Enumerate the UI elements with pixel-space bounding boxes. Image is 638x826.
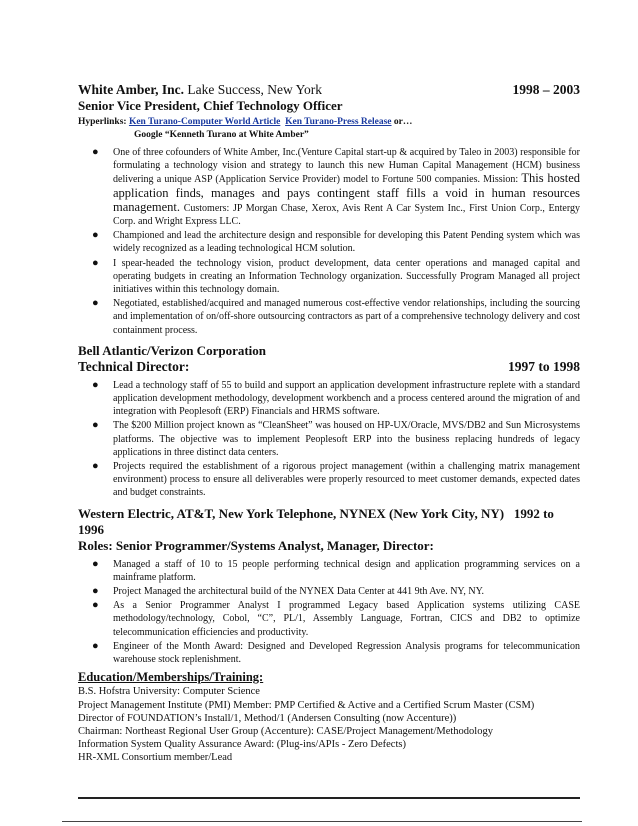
section-divider xyxy=(78,797,580,799)
job-role: Roles: Senior Programmer/Systems Analyst, Manager, Director: xyxy=(78,537,434,553)
bullet-icon: ● xyxy=(92,378,99,391)
education-line: Project Management Institute (PMI) Member: PMP Certified & Active and a Certified Scrum Master (CSM) xyxy=(78,699,535,711)
list-item: ● Project Managed the architectural build of the NYNEX Data Center at 441 9th Ave. NY, NY. xyxy=(92,585,485,598)
job-dates: 1998 – 2003 xyxy=(512,82,580,97)
company-name: Western Electric, AT&T, New York Telephone, NYNEX (New York City, NY) xyxy=(78,505,505,521)
bullet-icon: ● xyxy=(92,599,99,612)
education-list xyxy=(78,685,580,764)
hyperlinks-block xyxy=(78,116,580,142)
bullet-list xyxy=(78,146,580,337)
company-name: White Amber, Inc. xyxy=(78,82,185,97)
list-item: ● Negotiated, established/acquired and managed numerous cost-effective vendor relationships, including the sourcing and implementation of on/off-shore outsourcing contractors as part of a comprehensive technology delivery and cost containment process. xyxy=(92,297,580,336)
education-line: Director of FOUNDATION’s Install/1, Method/1 (Andersen Consulting (now Accenture)) xyxy=(78,712,457,724)
job-dates: 1992 to 1996 xyxy=(78,505,554,537)
education-title: Education/Memberships/Training: xyxy=(78,670,264,685)
bullet-icon: ● xyxy=(92,639,99,652)
hyperlinks-label: Hyperlinks: xyxy=(78,117,127,127)
bullet-icon: ● xyxy=(92,256,99,269)
education-line: HR-XML Consortium member/Lead xyxy=(78,752,233,764)
list-item: ● Championed and lead the architecture design and responsible for developing this Patent Pending system which was widely recognized as a leading technological HCM solution. xyxy=(92,229,580,255)
job-header-bell-atlantic xyxy=(78,359,580,375)
bullet-icon: ● xyxy=(92,297,99,310)
press-release-link[interactable]: Ken Turano-Press Release xyxy=(285,117,392,127)
company-location: Lake Success, New York xyxy=(187,82,322,97)
resume-page xyxy=(78,82,580,765)
bullet-icon: ● xyxy=(92,557,99,570)
list-item: ● Projects required the establishment of a rigorous project management (within a challenging matrix management environment) process to ensure all deliverables were properly resourced to meet customer demands, expected dates and budget constraints. xyxy=(92,460,580,499)
bullet-icon: ● xyxy=(92,419,99,432)
list-item: ● One of three cofounders of White Amber, Inc.(Venture Capital start-up & acquired by Taleo in 2003) responsible for formulating a technology vision and strategy to launch this new Human Capital Management (HCM) business delivering a unique ASP (Application Service Provider) model to Fortune 500 companies. Mission: This hosted application finds, manages and pays contingent staff fills a void in human resources management. Customers: JP Morgan Chase, Xerox, Avis Rent A Car System Inc., First Union Corp., Entergy Corp. and Wright Express LLC. xyxy=(92,146,581,228)
links-suffix: or… xyxy=(391,117,413,127)
list-item: ● Engineer of the Month Award: Designed and Developed Regression Analysis programs for telecommunication warehouse stock replenishment. xyxy=(92,639,580,666)
job-header-white-amber xyxy=(78,82,580,98)
bullet-list xyxy=(78,558,580,667)
list-item: ● Managed a staff of 10 to 15 people performing technical design and application programming services on a mainframe platform. xyxy=(92,557,580,583)
bullet-icon: ● xyxy=(92,460,99,473)
mission-statement: This hosted application finds, manages and pays contingent staff fills a void in human resources management. xyxy=(113,171,581,214)
list-item: ● I spear-headed the technology vision, product development, data center operations and managed capital and operating budgets in creating an Information Technology organization. Successfully Program Managed all project initiatives within this technology domain. xyxy=(92,256,580,296)
google-line: Google “Kenneth Turano at White Amber” xyxy=(134,130,309,140)
customers-text: Customers: JP Morgan Chase, Xerox, Avis Rent A Car System Inc., First Union Corp., Entergy Corp. and Wright Express LLC. xyxy=(113,202,581,228)
job-dates: 1997 to 1998 xyxy=(508,358,580,374)
computer-world-article-link[interactable]: Ken Turano-Computer World Article xyxy=(128,117,281,127)
bullet-list xyxy=(78,379,580,500)
bullet-icon: ● xyxy=(92,229,99,242)
education-line: B.S. Hofstra University: Computer Science xyxy=(78,686,260,698)
company-name: Bell Atlantic/Verizon Corporation xyxy=(78,342,267,358)
education-line: Information System Quality Assurance Award: (Plug-ins/APIs - Zero Defects) xyxy=(78,739,406,751)
list-item: ● Lead a technology staff of 55 to build and support an application development infrastructure replete with a standard application development methodology, development workbench and a process centered around the migration of and integration with Peoplesoft (ERP) Financials and HRMS software. xyxy=(92,378,580,418)
list-item: ● As a Senior Programmer Analyst I programmed Legacy based Application systems utilizing CASE methodology/technology, Cobol, “C”, PL/1, Assembly Language, Fortran, CICS and DB2 to optimize telecommunication efficiencies and productivity. xyxy=(92,599,580,638)
education-line: Chairman: Northeast Regional User Group (Accenture): CASE/Project Management/Methodology xyxy=(78,725,493,737)
job-header-nynex xyxy=(78,506,580,538)
job-role: Senior Vice President, Chief Technology Officer xyxy=(78,98,343,113)
page-footer-rule xyxy=(62,821,582,822)
job-role: Technical Director: xyxy=(78,358,190,374)
bullet-icon: ● xyxy=(92,585,99,598)
list-item: ● The $200 Million project known as “CleanSheet” was housed on HP-UX/Oracle, MVS/DB2 and Sun Microsystems platforms. The objective was to implement Peoplesoft ERP into the business replacing hundreds of legacy applications in three distinct data centers. xyxy=(92,419,580,458)
bullet-icon: ● xyxy=(92,146,99,158)
